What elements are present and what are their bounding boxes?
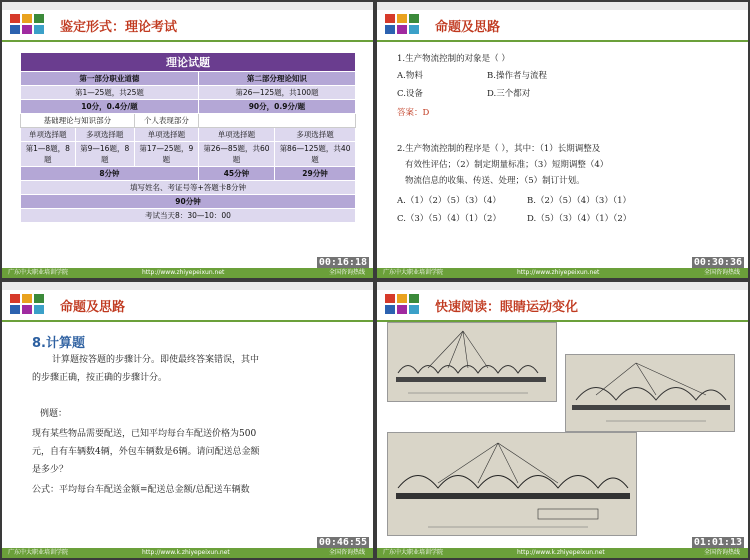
table-cell: 8分钟 (21, 167, 199, 181)
table-cell: 多项选择题 (75, 128, 134, 142)
option: D.（5）（3）（4）（1）（2） (527, 214, 632, 224)
formula-line: 公式：平均每台车配送金额=配送总金额/总配送车辆数 (32, 485, 250, 495)
footer-school: 广东中大职业培训学院 (383, 269, 444, 276)
school-logo-icon (385, 294, 421, 316)
table-cell: 基础理论与知识部分 (21, 114, 135, 128)
top-strip (377, 2, 748, 10)
footer-hotline: 全国咨询热线 (328, 269, 365, 276)
section-title: 8.计算题 (32, 336, 85, 351)
table-cell: 单项选择题 (198, 128, 274, 142)
table-cell: 多项选择题 (275, 128, 356, 142)
exam-table (20, 52, 356, 223)
footer-url: http://www.zhiyepeixun.net (142, 269, 225, 276)
slide-title: 命题及思路 (60, 300, 126, 315)
table-title: 理论试题 (21, 53, 356, 72)
table-cell: 90分，0.9分/题 (198, 100, 355, 114)
table-cell: 第26—85题，共60题 (198, 142, 274, 167)
question-2-line: 物流信息的收集、传送、处理；（5）制订计划。 (405, 176, 585, 186)
table-cell: 单项选择题 (21, 128, 76, 142)
slide-title: 快速阅读：眼睛运动变化 (435, 300, 579, 315)
answer: 答案：D (397, 108, 430, 118)
table-cell: 第9—16题，8题 (75, 142, 134, 167)
video-timestamp: 00:30:36 (693, 257, 742, 268)
question-2-line: 2.生产物流控制的程序是（ ），其中：（1）长期调整及 (397, 144, 601, 154)
table-cell: 90分钟 (21, 195, 356, 209)
eye-movement-photo-2 (565, 354, 735, 432)
footer-url: http://www.k.zhiyepeixun.net (517, 549, 605, 556)
table-cell: 第1—25题，共25题 (21, 86, 199, 100)
footer-hotline: 全国咨询热线 (328, 549, 365, 556)
table-cell: 第86—125题，共40题 (275, 142, 356, 167)
table-cell: 填写姓名、考证号等+答题卡8分钟 (21, 181, 356, 195)
school-logo-icon (385, 14, 421, 36)
paragraph-line: 是多少？ (32, 465, 69, 475)
table-cell: 第一部分职业道德 (21, 72, 199, 86)
table-cell: 第二部分理论知识 (198, 72, 355, 86)
slide-title: 鉴定形式：理论考试 (60, 20, 178, 35)
school-logo-icon (10, 294, 46, 316)
footer-school: 广东中大职业培训学院 (8, 269, 69, 276)
slide-header (2, 290, 373, 322)
question-2-line: 有效性评估；（2）制定期量标准；（3）短期调整（4） (405, 160, 609, 170)
table-cell: 考试当天8：30—10：00 (21, 209, 356, 223)
option: B.操作者与流程 (487, 71, 547, 81)
paragraph-line: 的步骤正确，按正确的步骤计分。 (32, 373, 168, 383)
top-strip (2, 282, 373, 290)
video-timestamp: 01:01:13 (693, 537, 742, 548)
footer-school: 广东中大职业培训学院 (383, 549, 444, 556)
slide-footer (2, 268, 373, 278)
video-timestamp: 00:46:55 (318, 537, 367, 548)
slide-panel-1 (2, 2, 373, 278)
slide-footer (377, 268, 748, 278)
option: C.设备 (397, 89, 423, 99)
footer-hotline: 全国咨询热线 (703, 549, 740, 556)
paragraph-line: 例题： (40, 409, 68, 419)
slide-header (2, 10, 373, 42)
table-cell: 单项选择题 (134, 128, 198, 142)
slide-footer (377, 548, 748, 558)
footer-school: 广东中大职业培训学院 (8, 549, 69, 556)
top-strip (2, 2, 373, 10)
paragraph-line: 计算题按答题的步骤计分。即使最终答案错误，其中 (52, 355, 260, 365)
table-cell: 10分，0.4分/题 (21, 100, 199, 114)
slide-title: 命题及思路 (435, 20, 501, 35)
question-1: 1.生产物流控制的对象是（ ） (397, 54, 510, 64)
eye-movement-photo-1 (387, 322, 557, 402)
footer-hotline: 全国咨询热线 (703, 269, 740, 276)
slide-header (377, 10, 748, 42)
option: C.（3）（5）（4）（1）（2） (397, 214, 501, 224)
option: A.物料 (397, 71, 423, 81)
option: A.（1）（2）（5）（3）（4） (397, 196, 501, 206)
paragraph-line: 元，自有车辆数4辆，外包车辆数是6辆。请问配送总金额 (32, 447, 260, 457)
slide-panel-2 (377, 2, 748, 278)
table-cell (198, 114, 355, 128)
paragraph-line: 现有某些物品需要配送，已知平均每台车配送价格为500 (32, 429, 257, 439)
table-cell: 第26—125题，共100题 (198, 86, 355, 100)
slide-footer (2, 548, 373, 558)
option: D.三个都对 (487, 89, 531, 99)
table-cell: 第1—8题，8题 (21, 142, 76, 167)
table-cell: 45分钟 (198, 167, 274, 181)
eye-movement-photo-3 (387, 432, 637, 536)
video-timestamp: 00:16:18 (318, 257, 367, 268)
footer-url: http://www.zhiyepeixun.net (517, 269, 600, 276)
option: B.（2）（5）（4）（3）（1） (527, 196, 631, 206)
table-cell: 个人表现部分 (134, 114, 198, 128)
slide-panel-3 (2, 282, 373, 558)
slide-panel-4 (377, 282, 748, 558)
top-strip (377, 282, 748, 290)
table-cell: 第17—25题，9题 (134, 142, 198, 167)
footer-url: http://www.k.zhiyepeixun.net (142, 549, 230, 556)
slide-header (377, 290, 748, 322)
school-logo-icon (10, 14, 46, 36)
table-cell: 29分钟 (275, 167, 356, 181)
